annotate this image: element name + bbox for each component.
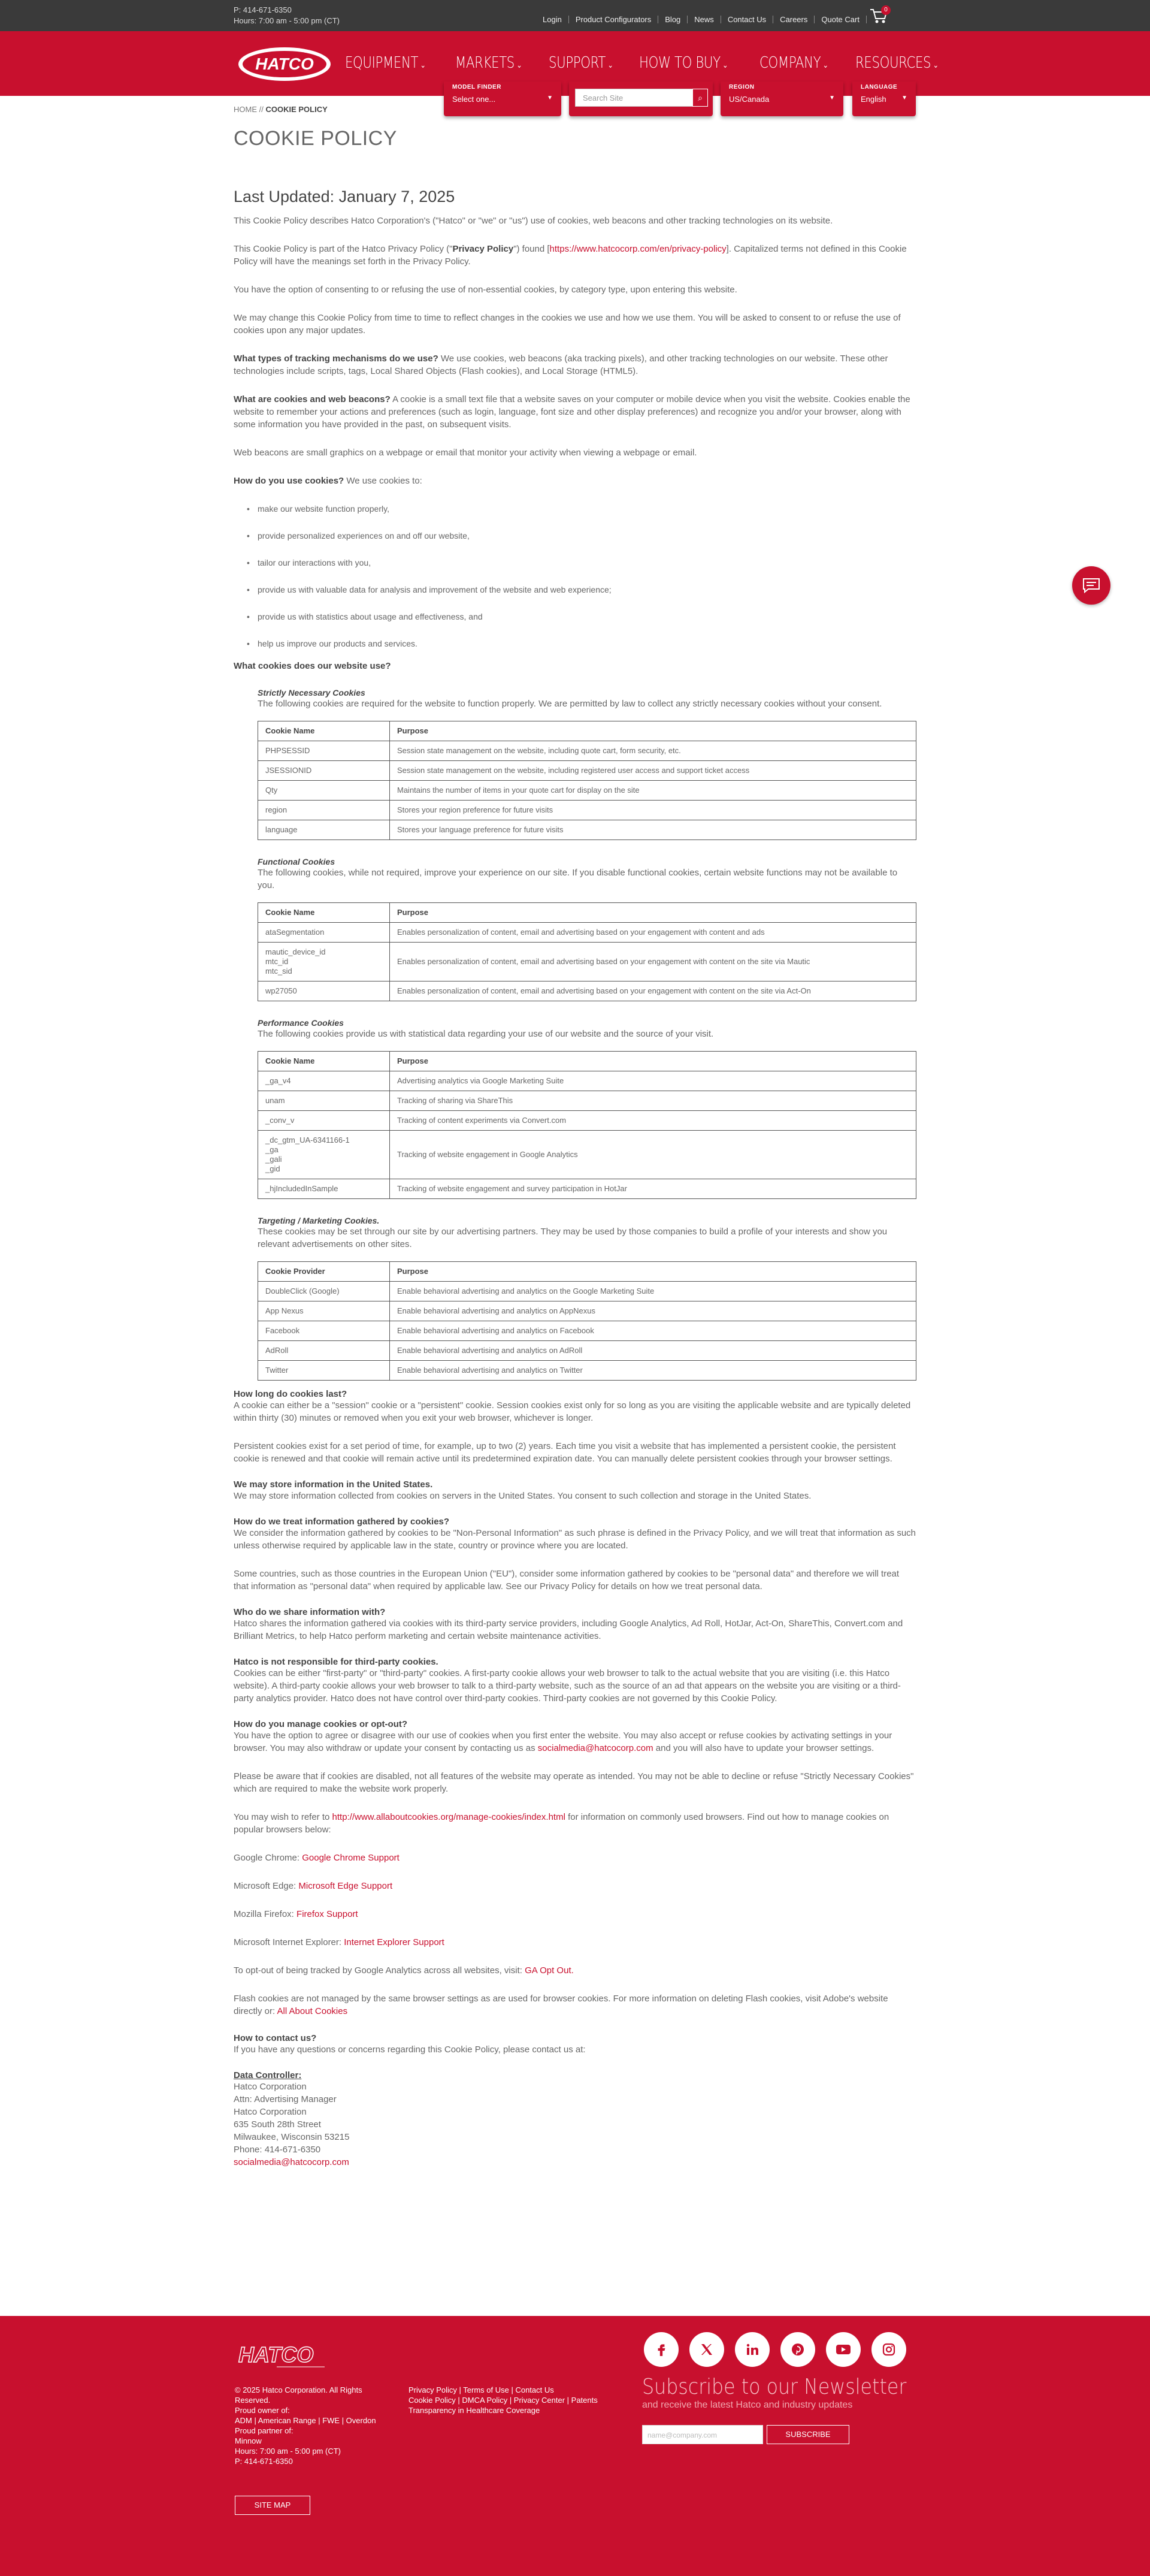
email-link[interactable]: socialmedia@hatcocorp.com: [537, 1743, 653, 1753]
cell: Tracking of website engagement in Google Analytics: [390, 1131, 916, 1179]
nav-how-to-buy[interactable]: [639, 54, 728, 72]
share-heading: Who do we share information with?: [234, 1607, 386, 1617]
partner-brand[interactable]: Minnow: [235, 2436, 262, 2445]
news-link[interactable]: News: [688, 16, 721, 23]
top-hours: Hours: 7:00 am - 5:00 pm (CT): [234, 16, 340, 25]
chevron-down-icon: ⌄: [607, 61, 613, 70]
cell: AdRoll: [258, 1341, 390, 1361]
list-item: • help us improve our products and services.: [234, 638, 916, 650]
blog-link[interactable]: Blog: [658, 16, 688, 23]
table-row: [258, 1071, 916, 1091]
hatco-logo[interactable]: [237, 44, 332, 84]
newsletter-email-input[interactable]: name@company.com: [642, 2425, 763, 2444]
address-line: Milwaukee, Wisconsin 53215: [234, 2132, 350, 2142]
privacy-policy-link[interactable]: https://www.hatcocorp.com/en/privacy-policy: [549, 244, 727, 254]
proud-partner-label: Proud partner of:: [235, 2426, 293, 2435]
functional-title: Functional Cookies: [258, 857, 335, 866]
cell: Tracking of sharing via ShareThis: [390, 1091, 916, 1111]
contact-us-link[interactable]: Contact Us: [721, 16, 773, 23]
share-p: Hatco shares the information gathered via cookies with its third-party service providers, including Google Analytics, Ad Roll, HotJar, Act-On, ShareThis, Convert.com and Brilliant Metrics, to help Hatco perform marketing and certain website maintenance activities.: [234, 1618, 903, 1641]
table-header: [258, 903, 916, 923]
intro-p6: What are cookies and web beacons? A cookie is a small text file that a website saves on your computer or mobile device when you visit the website. Cookies enable the website to remember your actions and preferences (such as login, language, font size and other display preferences) and recognize you and/or your browser, along with some information you have provided in the past, on subsequent visits.: [234, 394, 910, 430]
functional-table: [258, 902, 916, 1001]
last-updated: Last Updated: January 7, 2025: [234, 188, 455, 206]
instagram-icon[interactable]: [871, 2332, 906, 2367]
breadcrumb-current: COOKIE POLICY: [265, 105, 328, 114]
social-links: [644, 2332, 917, 2367]
intro-p1: This Cookie Policy describes Hatco Corporation's ("Hatco" or "we" or "us") use of cookies, web beacons and other tracking technologies on its website.: [234, 216, 833, 226]
nav-label: RESOURCES: [855, 54, 931, 72]
chevron-down-icon: ⌄: [420, 61, 426, 70]
intro-p8: How do you use cookies? We use cookies to:: [234, 476, 422, 486]
targeting-title: Targeting / Marketing Cookies.: [258, 1216, 380, 1225]
us-storage-p: We may store information collected from cookies on servers in the United States. You consent to such collection and storage in the United States.: [234, 1491, 812, 1501]
main-nav: [345, 54, 969, 72]
nav-equipment[interactable]: [345, 54, 426, 72]
facebook-icon[interactable]: [644, 2332, 679, 2367]
breadcrumb: [234, 105, 916, 114]
list-item: • make our website function properly,: [234, 503, 916, 515]
careers-link[interactable]: Careers: [773, 16, 815, 23]
main-content: [234, 105, 916, 2169]
copyright: © 2025 Hatco Corporation. All Rights Reserved.: [235, 2385, 362, 2405]
col-header: Purpose: [390, 1262, 916, 1282]
edge-support-link[interactable]: Microsoft Edge Support: [298, 1881, 393, 1891]
col-header: Cookie Name: [258, 1052, 390, 1071]
footer-phone: P: 414-671-6350: [235, 2457, 293, 2466]
nav-label: SUPPORT: [549, 54, 606, 72]
login-link[interactable]: Login: [536, 16, 569, 23]
x-icon[interactable]: [689, 2332, 724, 2367]
third-party-p: Cookies can be either "first-party" or "third-party" cookies. A first-party cookie allows your web browser to talk to the actual website that you are visiting (i.e. this Hatco website). A third-party cookie allows your web browser to talk to a third-party website, such as the source of an ad that appears on the website you are visiting or a third-party analytics provider. Hatco does not have control over third-party cookies. Third-party cookies are not governed by this Cookie Policy.: [234, 1668, 901, 1704]
intro-p5: What types of tracking mechanisms do we use? We use cookies, web beacons (aka tracking pixels), and other tracking technologies on our website. These other technologies include scripts, tags, Local Shared Objects (Flash cookies), and Local Storage (HTML5).: [234, 354, 888, 376]
cell: _ga_v4: [258, 1071, 390, 1091]
nav-resources[interactable]: [855, 54, 939, 72]
col-header: Purpose: [390, 1052, 916, 1071]
pinterest-icon[interactable]: [780, 2332, 815, 2367]
logo-text: HATCO: [255, 55, 314, 73]
cell: Enable behavioral advertising and analytics on AppNexus: [390, 1301, 916, 1321]
cell: ataSegmentation: [258, 923, 390, 943]
search-icon[interactable]: ⌕: [692, 89, 708, 107]
language-label: LANGUAGE: [861, 84, 898, 90]
footer-links-row[interactable]: Privacy Policy | Terms of Use | Contact Us: [408, 2385, 554, 2394]
chrome-line: Google Chrome: Google Chrome Support: [234, 1853, 400, 1863]
youtube-icon[interactable]: [826, 2332, 861, 2367]
cell: Tracking of content experiments via Convert.com: [390, 1111, 916, 1131]
allaboutcookies-link[interactable]: http://www.allaboutcookies.org/manage-cookies/index.html: [332, 1812, 565, 1822]
footer-links-row[interactable]: Transparency in Healthcare Coverage: [408, 2406, 540, 2415]
nav-company[interactable]: [759, 54, 828, 72]
cell: mautic_device_id mtc_id mtc_sid: [258, 943, 390, 982]
strict-desc: The following cookies are required for the website to function properly. We are permitted by law to collect any strictly necessary cookies without your consent.: [258, 699, 882, 709]
footer-hours: Hours: 7:00 am - 5:00 pm (CT): [235, 2447, 341, 2456]
uses-list: [234, 503, 916, 650]
newsletter-subtitle: and receive the latest Hatco and industry updates: [642, 2400, 853, 2410]
cell: Enable behavioral advertising and analytics on Twitter: [390, 1361, 916, 1381]
nav-label: HOW TO BUY: [639, 54, 721, 72]
strict-title: Strictly Necessary Cookies: [258, 688, 365, 697]
list-item: • tailor our interactions with you,: [234, 557, 916, 569]
intro-p4: We may change this Cookie Policy from time to time to reflect changes in the cookies we use and how we use them. You will be asked to consent to or refuse the use of cookies upon any major updates.: [234, 313, 901, 336]
region-label: REGION: [729, 84, 755, 90]
targeting-desc: These cookies may be set through our site by our advertising partners. They may be used by those companies to build a profile of your interests and show you relevant advertisements on other sites.: [258, 1227, 888, 1249]
top-bar: [0, 0, 1150, 31]
treat-heading: How do we treat information gathered by cookies?: [234, 1517, 450, 1527]
cell: Tracking of website engagement and survey participation in HotJar: [390, 1179, 916, 1199]
targeting-table: [258, 1261, 916, 1381]
table-row: [258, 820, 916, 840]
cell: Session state management on the website, including quote cart, form security, etc.: [390, 741, 916, 761]
chevron-down-icon: ⌄: [822, 61, 828, 70]
caret-down-icon: ▼: [901, 95, 907, 101]
cell: Enables personalization of content, email and advertising based on your engagement with content on the site via Mautic: [390, 943, 916, 982]
col-header: Purpose: [390, 903, 916, 923]
cell: _hjIncludedInSample: [258, 1179, 390, 1199]
table-header: [258, 1262, 916, 1282]
subscribe-button[interactable]: SUBSCRIBE: [767, 2425, 849, 2444]
cookie-duration-p1: A cookie can either be a "session" cookie or a "persistent" cookie. Session cookies exist only for so long as you are visiting the applicable website and are typically deleted within thirty (30) minutes or removed when you exit your web browser, whichever is longer.: [234, 1400, 911, 1423]
language-value[interactable]: English: [861, 95, 886, 104]
caret-down-icon: ▼: [829, 95, 835, 101]
manage-p2: Please be aware that if cookies are disabled, not all features of the website may operate as intended. You may not be able to decline or refuse "Strictly Necessary Cookies" which are required to make the website work properly.: [234, 1771, 914, 1794]
col-header: Cookie Name: [258, 903, 390, 923]
table-row: [258, 801, 916, 820]
table-row: [258, 982, 916, 1001]
nav-label: COMPANY: [759, 54, 821, 72]
nav-label: EQUIPMENT: [345, 54, 419, 72]
contact-p: If you have any questions or concerns regarding this Cookie Policy, please contact us at:: [234, 2045, 586, 2055]
table-row: [258, 1111, 916, 1131]
model-finder-select[interactable]: Select one...: [452, 95, 496, 104]
cell: Enable behavioral advertising and analytics on AdRoll: [390, 1341, 916, 1361]
table-header: [258, 721, 916, 741]
cell: Stores your language preference for future visits: [390, 820, 916, 840]
cell: Advertising analytics via Google Marketing Suite: [390, 1071, 916, 1091]
chevron-down-icon: ⌄: [516, 61, 522, 70]
edge-line: Microsoft Edge: Microsoft Edge Support: [234, 1881, 393, 1891]
footer-links: [408, 2385, 598, 2415]
cell: Enable behavioral advertising and analytics on the Google Marketing Suite: [390, 1282, 916, 1301]
table-row: [258, 1341, 916, 1361]
cell: wp27050: [258, 982, 390, 1001]
cell: Stores your region preference for future visits: [390, 801, 916, 820]
cell: Session state management on the website, including registered user access and support ticket access: [390, 761, 916, 781]
address-line: Hatco Corporation: [234, 2107, 307, 2117]
list-item: • provide us with valuable data for analysis and improvement of the website and web experience;: [234, 584, 916, 596]
performance-desc: The following cookies provide us with statistical data regarding your use of our website and the source of your visit.: [258, 1029, 714, 1039]
cell: language: [258, 820, 390, 840]
cell: Enables personalization of content, email and advertising based on your engagement with content on the site via Act-On: [390, 982, 916, 1001]
ga-opt-out-link[interactable]: GA Opt Out.: [525, 1965, 574, 1976]
functional-desc: The following cookies, while not required, improve your experience on our site. If you disable functional cookies, certain website functions may not be available to you.: [258, 868, 898, 890]
table-row: [258, 943, 916, 982]
cell: DoubleClick (Google): [258, 1282, 390, 1301]
address-line: 635 South 28th Street: [234, 2119, 321, 2130]
flash-line: Flash cookies are not managed by the same browser settings as are used for browser cookies. For more information on deleting Flash cookies, visit Adobe's website directly or: All About Cookies: [234, 1994, 888, 2016]
nav-support[interactable]: [549, 54, 613, 72]
table-row: [258, 1301, 916, 1321]
table-row: [258, 1321, 916, 1341]
cell: _conv_v: [258, 1111, 390, 1131]
linkedin-icon[interactable]: [735, 2332, 770, 2367]
firefox-line: Mozilla Firefox: Firefox Support: [234, 1909, 358, 1919]
top-phone: P: 414-671-6350: [234, 5, 292, 14]
model-finder-label: MODEL FINDER: [452, 84, 501, 90]
top-contact: [234, 5, 340, 26]
ga-line: To opt-out of being tracked by Google Analytics across all websites, visit: GA Opt Out.: [234, 1965, 574, 1976]
performance-title: Performance Cookies: [258, 1018, 344, 1028]
footer-logo[interactable]: [235, 2338, 331, 2374]
footer: [0, 2316, 1150, 2576]
manage-p1: You have the option to agree or disagree with our use of cookies when you first enter the website. You may also accept or refuse cookies by activating settings in your browser. You may also withdraw or update your consent by contacting us as socialmedia@hatcocorp.com and you will also have to update your browser settings.: [234, 1731, 892, 1753]
cookie-duration-p2: Persistent cookies exist for a set period of time, for example, up to two (2) years. Each time you visit a website that has implemented a persistent cookie, the persistent cookie is renewed and that cookie will remain active until its predetermined expiration date. You can manually delete persistent cookies through your browser settings.: [234, 1441, 896, 1464]
cell: Facebook: [258, 1321, 390, 1341]
cell: unam: [258, 1091, 390, 1111]
controller-address: [234, 2080, 916, 2169]
firefox-support-link[interactable]: Firefox Support: [296, 1909, 358, 1919]
table-row: [258, 1179, 916, 1199]
chevron-down-icon: ⌄: [933, 61, 939, 70]
chevron-down-icon: ⌄: [722, 61, 728, 70]
cookie-duration-heading: How long do cookies last?: [234, 1389, 347, 1399]
third-party-heading: Hatco is not responsible for third-party cookies.: [234, 1657, 438, 1667]
cart-icon[interactable]: [869, 8, 889, 26]
cell: Enable behavioral advertising and analytics on Facebook: [390, 1321, 916, 1341]
caret-down-icon: ▼: [547, 95, 553, 101]
cart-count-badge: 0: [881, 5, 891, 15]
proud-owner-label: Proud owner of:: [235, 2406, 290, 2415]
table-row: [258, 923, 916, 943]
list-item: • provide personalized experiences on and off our website,: [234, 530, 916, 542]
cell: _dc_gtm_UA-6341166-1 _ga _gali _gid: [258, 1131, 390, 1179]
manage-heading: How do you manage cookies or opt-out?: [234, 1719, 408, 1729]
product-configurators-link[interactable]: Product Configurators: [569, 16, 658, 23]
ie-support-link[interactable]: Internet Explorer Support: [344, 1937, 444, 1947]
address-line: Hatco Corporation: [234, 2082, 307, 2092]
all-about-cookies-link[interactable]: All About Cookies: [277, 2006, 348, 2016]
col-header: Cookie Provider: [258, 1262, 390, 1282]
intro-p7: Web beacons are small graphics on a webpage or email that monitor your activity when viewing a webpage or email.: [234, 448, 697, 458]
strict-table: [258, 721, 916, 840]
strict-section: [258, 688, 916, 1381]
address-line: Phone: 414-671-6350: [234, 2145, 321, 2155]
table-row: [258, 1131, 916, 1179]
quote-cart-link[interactable]: Quote Cart: [815, 16, 867, 23]
table-row: [258, 781, 916, 801]
chrome-support-link[interactable]: Google Chrome Support: [302, 1853, 400, 1863]
col-header: Cookie Name: [258, 721, 390, 741]
chat-button[interactable]: [1072, 566, 1110, 605]
owned-brands[interactable]: ADM | American Range | FWE | Overdon: [235, 2416, 376, 2425]
address-line: Attn: Advertising Manager: [234, 2094, 337, 2104]
cell: JSESSIONID: [258, 761, 390, 781]
cell: region: [258, 801, 390, 820]
intro-p2: This Cookie Policy is part of the Hatco Privacy Policy ("Privacy Policy") found [https://www.hatcocorp.com/en/privacy-policy]. Capitalized terms not defined in this Cookie Policy will have the meanings set forth in the Privacy Policy.: [234, 244, 907, 267]
cell: Qty: [258, 781, 390, 801]
cell: App Nexus: [258, 1301, 390, 1321]
what-cookies-heading: What cookies does our website use?: [234, 661, 391, 671]
list-item: • provide us with statistics about usage and effectiveness, and: [234, 611, 916, 623]
table-header: [258, 1052, 916, 1071]
newsletter-title: Subscribe to our Newsletter: [642, 2375, 907, 2399]
breadcrumb-separator: //: [259, 105, 264, 114]
contact-heading: How to contact us?: [234, 2033, 317, 2043]
cell: PHPSESSID: [258, 741, 390, 761]
region-value[interactable]: US/Canada: [729, 95, 770, 104]
chat-icon: [1082, 578, 1100, 593]
col-header: Purpose: [390, 721, 916, 741]
performance-table: [258, 1051, 916, 1199]
footer-company-info: [235, 2385, 391, 2466]
table-row: [258, 741, 916, 761]
cell: Twitter: [258, 1361, 390, 1381]
cell: Maintains the number of items in your quote cart for display on the site: [390, 781, 916, 801]
us-storage-heading: We may store information in the United States.: [234, 1479, 433, 1490]
controller-heading: Data Controller:: [234, 2070, 302, 2080]
table-row: [258, 1282, 916, 1301]
treat-p2: Some countries, such as those countries in the European Union ("EU"), consider some information gathered by cookies to be "personal data" and therefore we will treat that information as "personal data" when required by applicable law. See our Privacy Policy for details on how we treat personal data.: [234, 1569, 900, 1591]
treat-p1: We consider the information gathered by cookies to be "Non-Personal Information" as such phrase is defined in the Privacy Policy, and we will treat that information as such unless otherwise required by applicable law in the state, country or province where you are located.: [234, 1528, 916, 1551]
site-map-button[interactable]: SITE MAP: [235, 2496, 310, 2515]
nav-markets[interactable]: [455, 54, 522, 72]
controller-email-link[interactable]: socialmedia@hatcocorp.com: [234, 2157, 349, 2167]
footer-links-row[interactable]: Cookie Policy | DMCA Policy | Privacy Center | Patents: [408, 2396, 598, 2405]
refer-p: You may wish to refer to http://www.allaboutcookies.org/manage-cookies/index.html for information on commonly used browsers. Find out how to manage cookies on popular browsers below:: [234, 1812, 889, 1835]
table-row: [258, 761, 916, 781]
footer-logo-text: HATCO: [238, 2342, 314, 2367]
cell: Enables personalization of content, email and advertising based on your engagement with content and ads: [390, 923, 916, 943]
page-title: COOKIE POLICY: [234, 127, 397, 150]
table-row: [258, 1091, 916, 1111]
utility-links: [536, 7, 889, 28]
intro-p3: You have the option of consenting to or refusing the use of non-essential cookies, by category type, upon entering this website.: [234, 285, 737, 295]
ie-line: Microsoft Internet Explorer: Internet Explorer Support: [234, 1937, 444, 1947]
search-input[interactable]: Search Site: [575, 89, 695, 107]
breadcrumb-home[interactable]: HOME: [234, 105, 257, 114]
table-row: [258, 1361, 916, 1381]
nav-label: MARKETS: [455, 54, 515, 72]
